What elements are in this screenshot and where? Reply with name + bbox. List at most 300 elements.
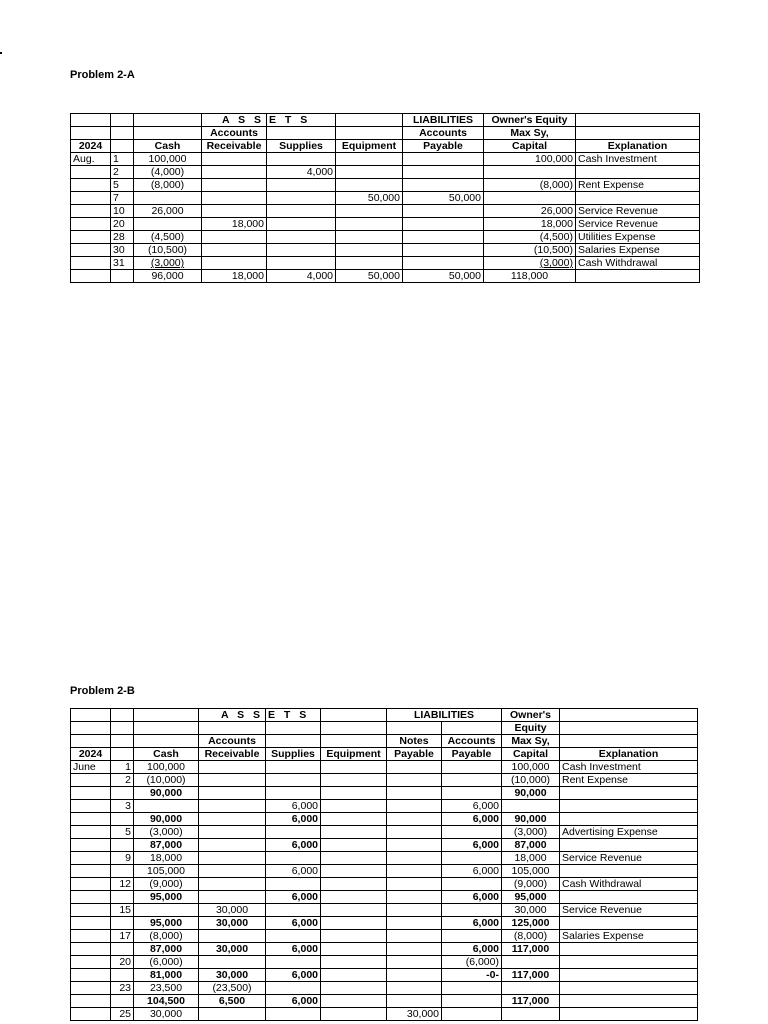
capital-cell: (10,500)	[484, 244, 576, 257]
month-cell	[71, 257, 111, 270]
month-cell	[71, 891, 111, 904]
supplies-cell: 6,000	[266, 891, 321, 904]
equipment-cell	[336, 257, 403, 270]
day-cell: 9	[111, 852, 134, 865]
month-cell	[71, 878, 111, 891]
ap-cell: 6,000	[442, 813, 502, 826]
explanation-cell	[560, 969, 698, 982]
capital-cell: 117,000	[502, 943, 560, 956]
day-cell: 23	[111, 982, 134, 995]
capital-cell: 117,000	[502, 995, 560, 1008]
explanation-cell: Rent Expense	[576, 179, 700, 192]
day-cell	[111, 943, 134, 956]
capital-cell	[484, 166, 576, 179]
problem-a-title: Problem 2-A	[70, 69, 135, 81]
supplies-cell: 4,000	[267, 166, 336, 179]
supplies-cell	[266, 774, 321, 787]
assets-label-right: E T S	[267, 114, 336, 127]
ap-cell: 6,000	[442, 800, 502, 813]
ap-total: 50,000	[403, 270, 484, 283]
table-row	[71, 231, 700, 244]
ap-cell: 6,000	[442, 865, 502, 878]
cash-cell: 90,000	[134, 813, 199, 826]
cash-cell: (4,000)	[134, 166, 202, 179]
capital-cell: 90,000	[502, 813, 560, 826]
explanation-cell	[560, 956, 698, 969]
day-cell: 31	[111, 257, 134, 270]
np-cell: 30,000	[387, 1008, 442, 1021]
cash-cell: 26,000	[134, 205, 202, 218]
ap-cell	[403, 179, 484, 192]
ar-cell	[199, 774, 266, 787]
ar-cell: 18,000	[202, 218, 267, 231]
supplies-cell	[267, 153, 336, 166]
supplies-cell	[267, 244, 336, 257]
supplies-cell: 6,000	[266, 917, 321, 930]
capital-cell: 26,000	[484, 205, 576, 218]
explanation-cell	[560, 943, 698, 956]
capital-cell: 18,000	[484, 218, 576, 231]
np-header-1: Notes	[387, 735, 442, 748]
np-cell	[387, 969, 442, 982]
cash-cell	[134, 800, 199, 813]
day-cell: 20	[111, 218, 134, 231]
month-cell	[71, 1008, 111, 1021]
table-row	[71, 995, 698, 1008]
explanation-header: Explanation	[576, 140, 700, 153]
day-cell	[111, 813, 134, 826]
header-row-2	[71, 127, 700, 140]
ap-cell: 6,000	[442, 943, 502, 956]
cash-cell: 18,000	[134, 852, 199, 865]
np-cell	[387, 878, 442, 891]
table-row	[71, 982, 698, 995]
ar-cell: 30,000	[199, 969, 266, 982]
ar-cell: 30,000	[199, 943, 266, 956]
month-cell	[71, 800, 111, 813]
ap-cell: 6,000	[442, 917, 502, 930]
month-cell: Aug.	[71, 153, 111, 166]
equipment-cell	[321, 826, 387, 839]
day-cell: 28	[111, 231, 134, 244]
cash-cell	[134, 904, 199, 917]
explanation-cell: Service Revenue	[560, 852, 698, 865]
equipment-cell	[321, 852, 387, 865]
explanation-cell	[576, 166, 700, 179]
month-cell	[71, 192, 111, 205]
cash-cell: 95,000	[134, 891, 199, 904]
month-cell	[71, 231, 111, 244]
capital-cell: 18,000	[502, 852, 560, 865]
np-cell	[387, 930, 442, 943]
explanation-cell	[560, 813, 698, 826]
ap-cell	[442, 826, 502, 839]
day-cell: 10	[111, 205, 134, 218]
day-cell	[111, 891, 134, 904]
ap-cell	[403, 257, 484, 270]
month-cell	[71, 826, 111, 839]
np-cell	[387, 917, 442, 930]
month-cell: June	[71, 761, 111, 774]
day-cell: 12	[111, 878, 134, 891]
ar-cell	[202, 257, 267, 270]
np-cell	[387, 891, 442, 904]
table-row	[71, 813, 698, 826]
capital-cell	[502, 956, 560, 969]
day-cell: 5	[111, 179, 134, 192]
ar-cell	[199, 956, 266, 969]
capital-cell	[502, 1008, 560, 1021]
cash-cell: (10,500)	[134, 244, 202, 257]
table-row	[71, 761, 698, 774]
equipment-cell	[321, 1008, 387, 1021]
capital-cell: 125,000	[502, 917, 560, 930]
ap-header-1: Accounts	[403, 127, 484, 140]
ap-cell	[442, 1008, 502, 1021]
day-cell: 20	[111, 956, 134, 969]
table-row	[71, 244, 700, 257]
ap-cell	[442, 904, 502, 917]
explanation-cell	[560, 995, 698, 1008]
equipment-cell	[321, 904, 387, 917]
supplies-cell: 6,000	[266, 865, 321, 878]
ar-cell	[199, 1008, 266, 1021]
ap-cell: 6,000	[442, 839, 502, 852]
day-cell: 2	[111, 166, 134, 179]
month-cell	[71, 943, 111, 956]
header-row-1	[71, 114, 700, 127]
ar-cell	[202, 244, 267, 257]
ar-cell: 6,500	[199, 995, 266, 1008]
supplies-cell	[266, 904, 321, 917]
header-row-3	[71, 140, 700, 153]
supplies-cell	[267, 231, 336, 244]
equipment-cell	[321, 891, 387, 904]
ar-cell	[199, 865, 266, 878]
ap-cell	[442, 930, 502, 943]
capital-cell: 117,000	[502, 969, 560, 982]
liabilities-label: LIABILITIES	[403, 114, 484, 127]
table-row	[71, 800, 698, 813]
ap-cell	[403, 218, 484, 231]
table-row	[71, 774, 698, 787]
ap-cell: (6,000)	[442, 956, 502, 969]
assets-label-left: A S S	[202, 114, 267, 127]
cash-cell: (6,000)	[134, 956, 199, 969]
capital-cell: (9,000)	[502, 878, 560, 891]
ap-cell	[403, 205, 484, 218]
ap-header-2: Payable	[442, 748, 502, 761]
explanation-cell	[560, 891, 698, 904]
equipment-cell	[321, 982, 387, 995]
ap-cell	[442, 982, 502, 995]
supplies-cell	[266, 956, 321, 969]
cash-cell: 81,000	[134, 969, 199, 982]
day-cell: 17	[111, 930, 134, 943]
month-cell	[71, 774, 111, 787]
cash-cell: 95,000	[134, 917, 199, 930]
problem-b-title: Problem 2-B	[70, 685, 135, 697]
supplies-cell	[266, 761, 321, 774]
capital-cell: 100,000	[502, 761, 560, 774]
capital-cell: (3,000)	[502, 826, 560, 839]
np-cell	[387, 800, 442, 813]
problem-a-worksheet	[70, 113, 700, 283]
equipment-cell	[321, 995, 387, 1008]
cash-cell: 100,000	[134, 761, 199, 774]
ap-cell	[442, 774, 502, 787]
supplies-cell: 6,000	[266, 813, 321, 826]
ap-cell	[403, 231, 484, 244]
table-row	[71, 878, 698, 891]
equipment-total: 50,000	[336, 270, 403, 283]
ar-cell	[199, 852, 266, 865]
totals-row	[71, 270, 700, 283]
ap-header-2: Payable	[403, 140, 484, 153]
table-row	[71, 787, 698, 800]
capital-header-1: Max Sy,	[484, 127, 576, 140]
month-cell	[71, 205, 111, 218]
cash-header: Cash	[134, 748, 199, 761]
month-cell	[71, 930, 111, 943]
supplies-cell: 6,000	[266, 943, 321, 956]
explanation-cell: Service Revenue	[560, 904, 698, 917]
day-cell	[111, 995, 134, 1008]
equipment-cell	[336, 153, 403, 166]
month-cell	[71, 982, 111, 995]
explanation-cell	[560, 1008, 698, 1021]
explanation-cell: Cash Investment	[576, 153, 700, 166]
explanation-cell: Advertising Expense	[560, 826, 698, 839]
day-cell	[111, 865, 134, 878]
explanation-cell: Rent Expense	[560, 774, 698, 787]
month-cell	[71, 244, 111, 257]
ap-cell	[442, 852, 502, 865]
supplies-cell	[266, 826, 321, 839]
supplies-header: Supplies	[266, 748, 321, 761]
month-cell	[71, 218, 111, 231]
equipment-header: Equipment	[321, 748, 387, 761]
supplies-cell: 6,000	[266, 800, 321, 813]
np-cell	[387, 852, 442, 865]
ar-header-2: Receivable	[202, 140, 267, 153]
month-cell	[71, 270, 111, 283]
capital-cell: 30,000	[502, 904, 560, 917]
explanation-cell	[560, 787, 698, 800]
explanation-cell: Salaries Expense	[576, 244, 700, 257]
month-cell	[71, 865, 111, 878]
np-cell	[387, 813, 442, 826]
cash-total: 96,000	[134, 270, 202, 283]
ar-header-1: Accounts	[199, 735, 266, 748]
table-row	[71, 943, 698, 956]
cash-cell: 23,500	[134, 982, 199, 995]
ar-header-2: Receivable	[199, 748, 266, 761]
day-cell	[111, 969, 134, 982]
equipment-cell	[321, 839, 387, 852]
capital-cell: (10,000)	[502, 774, 560, 787]
table-row	[71, 166, 700, 179]
header-row-4	[71, 748, 698, 761]
day-cell: 7	[111, 192, 134, 205]
np-cell	[387, 761, 442, 774]
month-cell	[71, 904, 111, 917]
cash-cell: (8,000)	[134, 930, 199, 943]
ar-cell	[199, 878, 266, 891]
np-cell	[387, 839, 442, 852]
np-cell	[387, 774, 442, 787]
cash-cell: (9,000)	[134, 878, 199, 891]
table-row	[71, 1008, 698, 1021]
ar-cell	[202, 205, 267, 218]
capital-header-1: Max Sy,	[502, 735, 560, 748]
capital-cell: 87,000	[502, 839, 560, 852]
table-row	[71, 904, 698, 917]
cash-cell: (4,500)	[134, 231, 202, 244]
equipment-cell	[336, 218, 403, 231]
equipment-cell	[336, 244, 403, 257]
equity-label: Owner's Equity	[484, 114, 576, 127]
ap-cell	[403, 166, 484, 179]
ap-cell	[442, 787, 502, 800]
supplies-cell	[266, 1008, 321, 1021]
capital-cell: (8,000)	[502, 930, 560, 943]
cash-cell: 100,000	[134, 153, 202, 166]
ar-cell: 30,000	[199, 904, 266, 917]
explanation-cell	[576, 192, 700, 205]
equipment-cell	[336, 166, 403, 179]
supplies-cell	[266, 787, 321, 800]
day-cell: 30	[111, 244, 134, 257]
table-row	[71, 969, 698, 982]
table-row	[71, 891, 698, 904]
ap-cell	[442, 995, 502, 1008]
ap-cell: 6,000	[442, 891, 502, 904]
equipment-cell	[321, 943, 387, 956]
table-row	[71, 917, 698, 930]
ar-cell	[199, 930, 266, 943]
equipment-cell	[321, 761, 387, 774]
np-cell	[387, 982, 442, 995]
cash-cell: 104,500	[134, 995, 199, 1008]
ar-cell	[202, 179, 267, 192]
month-cell	[71, 839, 111, 852]
ar-header-1: Accounts	[202, 127, 267, 140]
supplies-cell	[267, 192, 336, 205]
day-cell: 25	[111, 1008, 134, 1021]
cash-cell: 105,000	[134, 865, 199, 878]
ar-cell	[202, 231, 267, 244]
cash-header: Cash	[134, 140, 202, 153]
month-cell	[71, 852, 111, 865]
capital-header-2: Capital	[484, 140, 576, 153]
month-cell	[71, 813, 111, 826]
equipment-cell: 50,000	[336, 192, 403, 205]
table-row	[71, 153, 700, 166]
equipment-cell	[321, 917, 387, 930]
explanation-cell	[560, 800, 698, 813]
ap-cell	[442, 878, 502, 891]
ap-cell: -0-	[442, 969, 502, 982]
supplies-cell	[266, 930, 321, 943]
supplies-header: Supplies	[267, 140, 336, 153]
cash-cell: 90,000	[134, 787, 199, 800]
capital-cell	[502, 982, 560, 995]
cash-cell: 87,000	[134, 839, 199, 852]
explanation-cell: Cash Withdrawal	[576, 257, 700, 270]
header-row-3	[71, 735, 698, 748]
supplies-cell	[267, 218, 336, 231]
equipment-cell	[321, 865, 387, 878]
np-cell	[387, 943, 442, 956]
equipment-cell	[321, 878, 387, 891]
supplies-cell: 6,000	[266, 839, 321, 852]
cash-cell: (8,000)	[134, 179, 202, 192]
np-cell	[387, 865, 442, 878]
month-cell	[71, 787, 111, 800]
capital-header-2: Capital	[502, 748, 560, 761]
ar-cell	[199, 826, 266, 839]
explanation-cell	[560, 839, 698, 852]
ar-cell	[199, 813, 266, 826]
capital-cell: 100,000	[484, 153, 576, 166]
table-row	[71, 257, 700, 270]
ar-cell: (23,500)	[199, 982, 266, 995]
np-header-2: Payable	[387, 748, 442, 761]
capital-cell	[484, 192, 576, 205]
np-cell	[387, 995, 442, 1008]
table-row	[71, 839, 698, 852]
ar-total: 18,000	[202, 270, 267, 283]
ap-cell	[442, 761, 502, 774]
supplies-cell	[267, 179, 336, 192]
ap-cell: 50,000	[403, 192, 484, 205]
ap-cell	[403, 244, 484, 257]
ar-cell: 30,000	[199, 917, 266, 930]
capital-cell: (8,000)	[484, 179, 576, 192]
explanation-header: Explanation	[560, 748, 698, 761]
equipment-cell	[336, 205, 403, 218]
equipment-cell	[321, 787, 387, 800]
day-cell: 1	[111, 761, 134, 774]
table-row	[71, 930, 698, 943]
supplies-cell: 6,000	[266, 969, 321, 982]
assets-label-right: E T S	[266, 709, 321, 722]
ar-cell	[199, 787, 266, 800]
capital-cell: 90,000	[502, 787, 560, 800]
day-cell	[111, 787, 134, 800]
capital-cell: 95,000	[502, 891, 560, 904]
equipment-cell	[336, 179, 403, 192]
day-cell	[111, 917, 134, 930]
month-cell	[71, 917, 111, 930]
equity-label-2: Equity	[502, 722, 560, 735]
month-cell	[71, 166, 111, 179]
day-cell	[111, 839, 134, 852]
explanation-cell: Cash Investment	[560, 761, 698, 774]
liabilities-label: LIABILITIES	[387, 709, 502, 722]
cash-cell: (3,000)	[134, 257, 202, 270]
equipment-cell	[321, 813, 387, 826]
header-row-2	[71, 722, 698, 735]
np-cell	[387, 956, 442, 969]
cash-cell: 30,000	[134, 1008, 199, 1021]
year-header: 2024	[71, 748, 111, 761]
capital-cell: (3,000)	[484, 257, 576, 270]
cash-cell: (3,000)	[134, 826, 199, 839]
equipment-header: Equipment	[336, 140, 403, 153]
explanation-cell	[576, 270, 700, 283]
